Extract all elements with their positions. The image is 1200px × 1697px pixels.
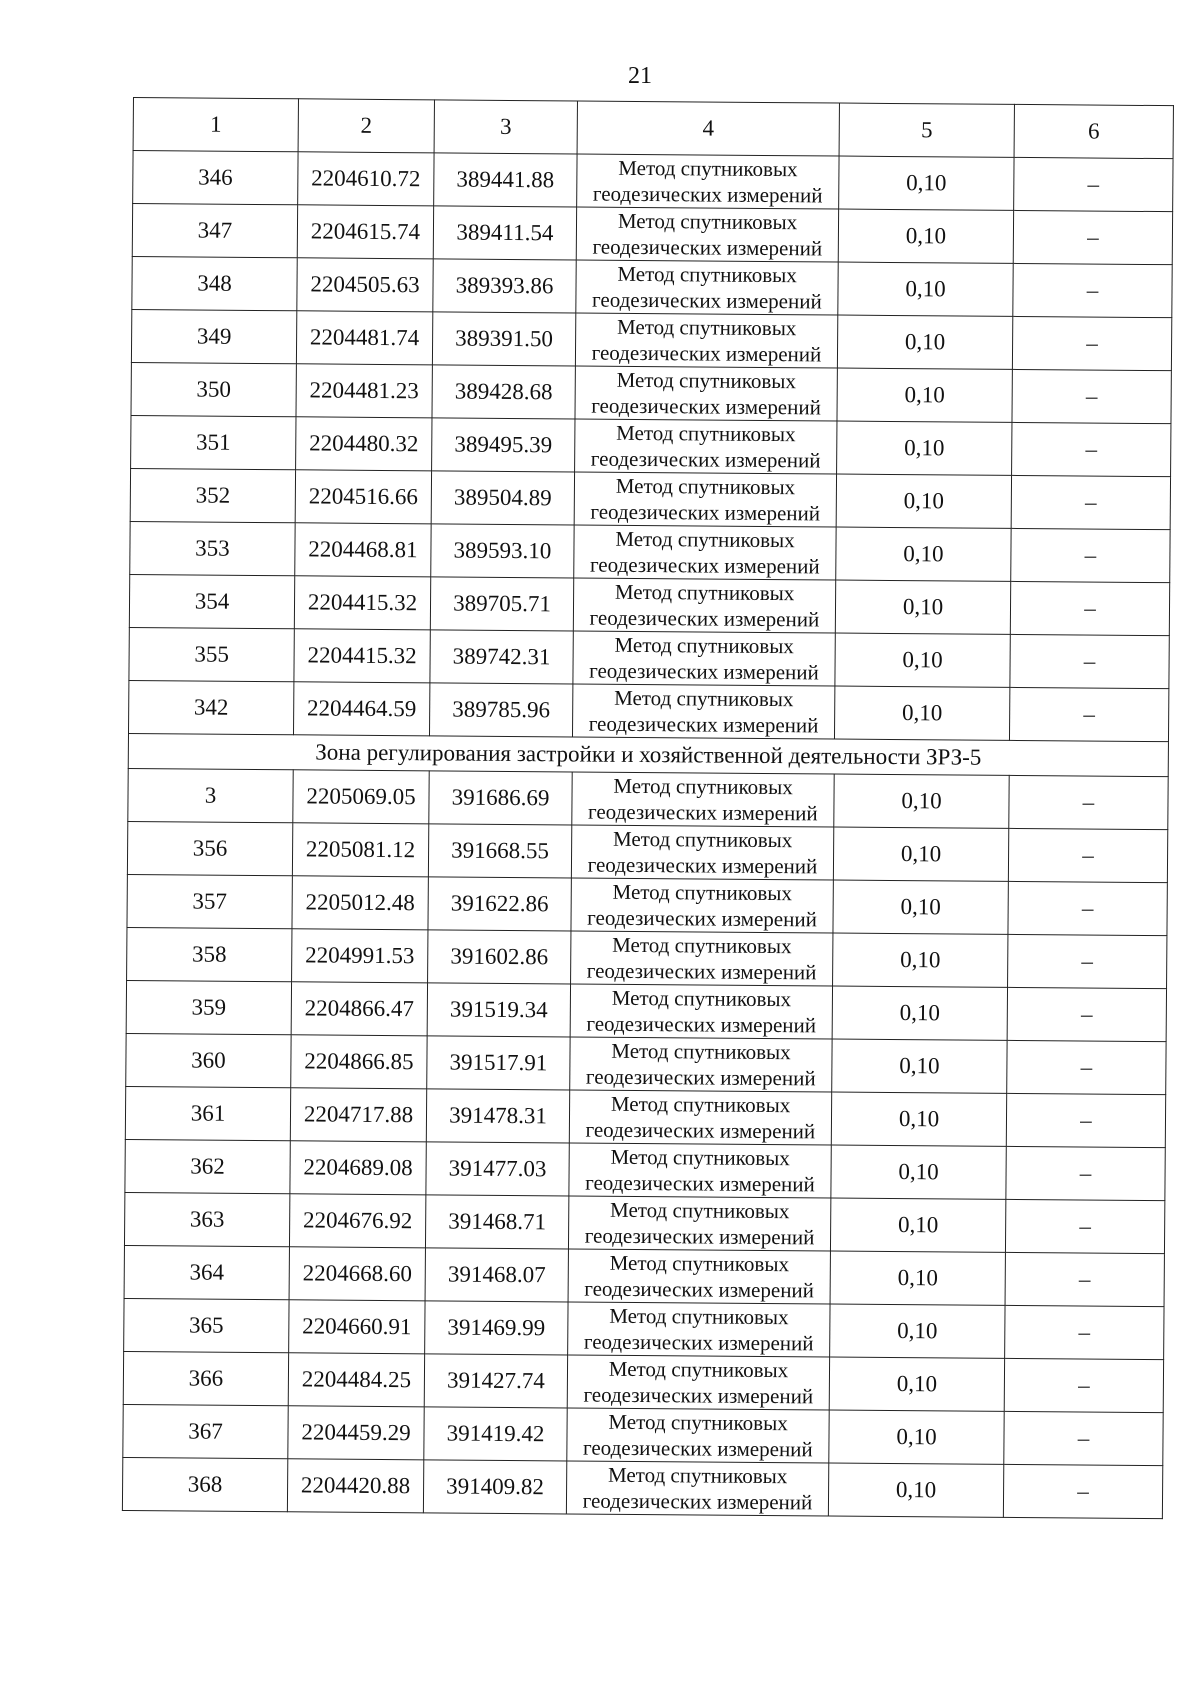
method-cell <box>567 1355 829 1410</box>
x-coordinate-cell: 2205081.12 <box>292 823 428 877</box>
x-coordinate-cell: 2204415.32 <box>294 576 430 630</box>
method-line-1: Метод спутниковых <box>613 773 793 800</box>
y-coordinate-cell: 389593.10 <box>431 524 574 578</box>
method-cell <box>575 313 837 368</box>
method-line-2: геодезических измерений <box>583 1329 814 1356</box>
accuracy-cell: 0,10 <box>838 209 1013 263</box>
method-cell <box>566 1461 828 1516</box>
x-coordinate-cell: 2205069.05 <box>293 770 429 824</box>
method-cell <box>570 1037 832 1092</box>
point-number-cell: 3 <box>128 768 293 822</box>
method-line-1: Метод спутниковых <box>610 1197 790 1224</box>
method-line-2: геодезических измерений <box>584 1223 815 1250</box>
method-line-2: геодезических измерений <box>584 1276 815 1303</box>
accuracy-cell: 0,10 <box>833 933 1008 987</box>
y-coordinate-cell: 391686.69 <box>429 771 572 825</box>
note-cell: – <box>1012 369 1171 423</box>
method-line-1: Метод спутниковых <box>607 1462 788 1489</box>
table-row <box>124 1245 1164 1306</box>
header-row <box>133 98 1173 159</box>
method-line-2: геодезических измерений <box>587 852 818 879</box>
note-cell: – <box>1012 422 1171 476</box>
point-number-cell: 353 <box>130 521 295 575</box>
method-line-1: Метод спутниковых <box>608 1409 788 1436</box>
x-coordinate-cell: 2204464.59 <box>293 682 429 736</box>
note-cell: – <box>1005 1305 1164 1359</box>
method-line-2: геодезических измерений <box>585 1117 816 1144</box>
accuracy-cell: 0,10 <box>837 315 1012 369</box>
y-coordinate-cell: 391622.86 <box>428 877 571 931</box>
method-line-1: Метод спутниковых <box>618 155 798 182</box>
accuracy-cell: 0,10 <box>830 1304 1005 1358</box>
table-row <box>124 1192 1164 1253</box>
method-line-2: геодезических измерений <box>586 1011 817 1038</box>
method-line-1: Метод спутниковых <box>615 473 796 500</box>
method-cell <box>573 631 835 686</box>
method-line-1: Метод спутниковых <box>610 1144 790 1171</box>
method-cell <box>571 825 833 880</box>
table-row <box>132 256 1172 317</box>
y-coordinate-cell: 389705.71 <box>430 577 573 631</box>
table-row <box>127 927 1167 988</box>
method-cell <box>569 1090 831 1145</box>
note-cell: – <box>1004 1411 1163 1465</box>
note-cell: – <box>1011 475 1170 529</box>
column-header-1: 1 <box>133 98 298 152</box>
y-coordinate-cell: 391602.86 <box>428 930 571 984</box>
method-line-2: геодезических измерений <box>589 658 819 685</box>
method-cell <box>577 154 839 209</box>
method-line-1: Метод спутниковых <box>611 985 792 1012</box>
section-title: Зона регулирования застройки и хозяйственной деятельности ЗРЗ-5 <box>128 733 1168 776</box>
table-row <box>129 627 1169 688</box>
method-line-2: геодезических измерений <box>592 287 822 314</box>
y-coordinate-cell: 389495.39 <box>432 418 575 472</box>
method-line-1: Метод спутниковых <box>611 1038 791 1065</box>
point-number-cell: 351 <box>131 415 296 469</box>
note-cell: – <box>1013 263 1172 317</box>
table-row <box>132 204 1172 265</box>
point-number-cell: 352 <box>130 468 295 522</box>
method-cell <box>567 1408 829 1463</box>
point-number-cell: 349 <box>131 309 296 363</box>
note-cell: – <box>1010 581 1169 635</box>
method-cell <box>568 1249 830 1304</box>
accuracy-cell: 0,10 <box>831 1092 1006 1146</box>
point-number-cell: 365 <box>124 1298 289 1352</box>
method-line-2: геодезических измерений <box>588 711 819 738</box>
method-line-1: Метод спутниковых <box>609 1303 789 1330</box>
y-coordinate-cell: 389428.68 <box>432 365 575 419</box>
note-cell: – <box>1009 775 1168 829</box>
method-line-2: геодезических измерений <box>582 1488 813 1515</box>
y-coordinate-cell: 391419.42 <box>424 1407 567 1461</box>
accuracy-cell: 0,10 <box>833 827 1008 881</box>
x-coordinate-cell: 2204676.92 <box>289 1194 425 1248</box>
accuracy-cell: 0,10 <box>835 580 1010 634</box>
note-cell: – <box>1007 987 1166 1041</box>
point-number-cell: 368 <box>122 1457 287 1511</box>
column-header-2: 2 <box>298 99 434 153</box>
method-line-2: геодезических измерений <box>585 1170 815 1197</box>
accuracy-cell: 0,10 <box>836 474 1011 528</box>
accuracy-cell: 0,10 <box>830 1198 1005 1252</box>
y-coordinate-cell: 391468.71 <box>425 1195 568 1249</box>
accuracy-cell: 0,10 <box>836 527 1011 581</box>
method-cell <box>572 772 834 827</box>
accuracy-cell: 0,10 <box>838 262 1013 316</box>
x-coordinate-cell: 2204615.74 <box>297 205 433 259</box>
coordinates-table <box>122 97 1174 1519</box>
accuracy-cell: 0,10 <box>833 880 1008 934</box>
point-number-cell: 364 <box>124 1245 289 1299</box>
note-cell: – <box>1006 1146 1165 1200</box>
table-row <box>131 415 1171 476</box>
table-row <box>129 680 1169 741</box>
method-line-1: Метод спутниковых <box>614 685 794 712</box>
accuracy-cell: 0,10 <box>829 1410 1004 1464</box>
table-row <box>127 821 1167 882</box>
x-coordinate-cell: 2204668.60 <box>289 1247 425 1301</box>
method-line-1: Метод спутниковых <box>616 314 797 341</box>
method-line-1: Метод спутниковых <box>610 1091 791 1118</box>
y-coordinate-cell: 391468.07 <box>425 1248 568 1302</box>
point-number-cell: 361 <box>125 1086 290 1140</box>
column-header-4: 4 <box>577 101 839 156</box>
method-line-2: геодезических измерений <box>585 1064 816 1091</box>
note-cell: – <box>1011 528 1170 582</box>
x-coordinate-cell: 2204415.32 <box>294 629 430 683</box>
accuracy-cell: 0,10 <box>835 633 1010 687</box>
note-cell: – <box>1004 1358 1163 1412</box>
point-number-cell: 360 <box>126 1033 291 1087</box>
method-line-2: геодезических измерений <box>591 393 822 420</box>
accuracy-cell: 0,10 <box>831 1145 1006 1199</box>
table-row <box>131 309 1171 370</box>
accuracy-cell: 0,10 <box>832 1039 1007 1093</box>
method-line-2: геодезических измерений <box>592 181 823 208</box>
x-coordinate-cell: 2204480.32 <box>296 417 432 471</box>
x-coordinate-cell: 2204866.85 <box>291 1035 427 1089</box>
accuracy-cell: 0,10 <box>829 1357 1004 1411</box>
table-row <box>123 1351 1163 1412</box>
point-number-cell: 342 <box>129 680 294 734</box>
method-line-1: Метод спутниковых <box>614 579 795 606</box>
table-row <box>122 1457 1162 1518</box>
y-coordinate-cell: 389441.88 <box>434 153 577 207</box>
page-number: 21 <box>628 63 652 89</box>
y-coordinate-cell: 389391.50 <box>432 312 575 366</box>
y-coordinate-cell: 391478.31 <box>426 1089 569 1143</box>
table-row <box>133 151 1173 212</box>
point-number-cell: 363 <box>124 1192 289 1246</box>
point-number-cell: 348 <box>132 256 297 310</box>
x-coordinate-cell: 2204459.29 <box>288 1406 424 1460</box>
point-number-cell: 367 <box>123 1404 288 1458</box>
note-cell: – <box>1010 634 1169 688</box>
method-cell <box>570 984 832 1039</box>
method-line-1: Метод спутниковых <box>617 208 798 235</box>
y-coordinate-cell: 391668.55 <box>428 824 571 878</box>
coordinates-table-container <box>122 97 1173 1519</box>
note-cell: – <box>1003 1464 1162 1518</box>
method-cell <box>574 525 836 580</box>
note-cell: – <box>1009 687 1168 741</box>
accuracy-cell: 0,10 <box>834 774 1009 828</box>
method-line-2: геодезических измерений <box>583 1382 814 1409</box>
point-number-cell: 366 <box>123 1351 288 1405</box>
point-number-cell: 354 <box>129 574 294 628</box>
accuracy-cell: 0,10 <box>832 986 1007 1040</box>
x-coordinate-cell: 2204420.88 <box>287 1459 423 1513</box>
note-cell: – <box>1007 1040 1166 1094</box>
accuracy-cell: 0,10 <box>828 1463 1003 1517</box>
method-cell <box>571 878 833 933</box>
point-number-cell: 357 <box>127 874 292 928</box>
method-line-2: геодезических измерений <box>589 552 820 579</box>
method-cell <box>575 366 837 421</box>
table-row <box>127 874 1167 935</box>
rows-before-section <box>129 151 1174 742</box>
x-coordinate-cell: 2204484.25 <box>288 1353 424 1407</box>
point-number-cell: 347 <box>132 204 297 258</box>
method-line-1: Метод спутниковых <box>616 420 796 447</box>
method-line-1: Метод спутниковых <box>612 932 792 959</box>
table-row <box>129 574 1169 635</box>
table-row <box>125 1086 1165 1147</box>
note-cell: – <box>1008 881 1167 935</box>
method-line-1: Метод спутниковых <box>617 261 797 288</box>
y-coordinate-cell: 391519.34 <box>427 983 570 1037</box>
x-coordinate-cell: 2204717.88 <box>290 1088 426 1142</box>
method-line-2: геодезических измерений <box>587 799 818 826</box>
accuracy-cell: 0,10 <box>839 156 1014 210</box>
x-coordinate-cell: 2204505.63 <box>297 258 433 312</box>
x-coordinate-cell: 2204991.53 <box>292 929 428 983</box>
method-cell <box>568 1302 830 1357</box>
note-cell: – <box>1013 210 1172 264</box>
point-number-cell: 355 <box>129 627 294 681</box>
method-cell <box>574 472 836 527</box>
note-cell: – <box>1005 1252 1164 1306</box>
method-line-1: Метод спутниковых <box>612 879 793 906</box>
method-line-2: геодезических измерений <box>589 605 820 632</box>
note-cell: – <box>1014 157 1173 211</box>
point-number-cell: 362 <box>125 1139 290 1193</box>
note-cell: – <box>1006 1093 1165 1147</box>
point-number-cell: 350 <box>131 362 296 416</box>
note-cell: – <box>1008 934 1167 988</box>
column-header-3: 3 <box>434 100 577 154</box>
accuracy-cell: 0,10 <box>837 421 1012 475</box>
accuracy-cell: 0,10 <box>830 1251 1005 1305</box>
x-coordinate-cell: 2204689.08 <box>290 1141 426 1195</box>
x-coordinate-cell: 2204660.91 <box>289 1300 425 1354</box>
point-number-cell: 359 <box>126 980 291 1034</box>
method-line-2: геодезических измерений <box>590 446 821 473</box>
x-coordinate-cell: 2204468.81 <box>295 523 431 577</box>
y-coordinate-cell: 389411.54 <box>433 206 576 260</box>
y-coordinate-cell: 389785.96 <box>429 683 572 737</box>
method-line-1: Метод спутниковых <box>609 1250 790 1277</box>
table-row <box>130 468 1170 529</box>
x-coordinate-cell: 2204481.23 <box>296 364 432 418</box>
method-line-2: геодезических измерений <box>586 958 817 985</box>
method-line-1: Метод спутниковых <box>608 1356 789 1383</box>
y-coordinate-cell: 391477.03 <box>426 1142 569 1196</box>
point-number-cell: 358 <box>127 927 292 981</box>
table-row <box>124 1298 1164 1359</box>
note-cell: – <box>1008 828 1167 882</box>
y-coordinate-cell: 389393.86 <box>433 259 576 313</box>
column-header-6: 6 <box>1014 104 1173 158</box>
point-number-cell: 346 <box>133 151 298 205</box>
note-cell: – <box>1012 316 1171 370</box>
method-cell <box>576 260 838 315</box>
table-row <box>125 1139 1165 1200</box>
accuracy-cell: 0,10 <box>837 368 1012 422</box>
method-line-2: геодезических измерений <box>582 1435 813 1462</box>
y-coordinate-cell: 391517.91 <box>427 1036 570 1090</box>
rows-after-section <box>122 768 1168 1518</box>
table-row <box>128 768 1168 829</box>
table-row <box>123 1404 1163 1465</box>
method-line-1: Метод спутниковых <box>614 632 794 659</box>
column-header-5: 5 <box>839 103 1014 157</box>
x-coordinate-cell: 2204481.74 <box>296 311 432 365</box>
x-coordinate-cell: 2204516.66 <box>295 470 431 524</box>
accuracy-cell: 0,10 <box>834 686 1009 740</box>
table-row <box>126 1033 1166 1094</box>
method-line-1: Метод спутниковых <box>616 367 797 394</box>
method-cell <box>576 207 838 262</box>
x-coordinate-cell: 2204610.72 <box>298 152 434 206</box>
note-cell: – <box>1005 1199 1164 1253</box>
method-line-2: геодезических измерений <box>590 499 821 526</box>
method-cell <box>569 1143 831 1198</box>
y-coordinate-cell: 391469.99 <box>425 1301 568 1355</box>
method-line-1: Метод спутниковых <box>612 826 793 853</box>
method-cell <box>573 578 835 633</box>
table-row <box>130 521 1170 582</box>
point-number-cell: 356 <box>127 821 292 875</box>
y-coordinate-cell: 389504.89 <box>431 471 574 525</box>
method-line-2: геодезических измерений <box>591 340 822 367</box>
method-line-2: геодезических измерений <box>592 234 823 261</box>
table-row <box>131 362 1171 423</box>
method-cell <box>568 1196 830 1251</box>
y-coordinate-cell: 391427.74 <box>424 1354 567 1408</box>
x-coordinate-cell: 2204866.47 <box>291 982 427 1036</box>
y-coordinate-cell: 389742.31 <box>430 630 573 684</box>
method-cell <box>572 684 834 739</box>
method-line-2: геодезических измерений <box>587 905 817 932</box>
method-cell <box>575 419 837 474</box>
y-coordinate-cell: 391409.82 <box>423 1460 566 1514</box>
x-coordinate-cell: 2205012.48 <box>292 876 428 930</box>
method-cell <box>571 931 833 986</box>
table-row <box>126 980 1166 1041</box>
method-line-1: Метод спутниковых <box>615 526 795 553</box>
